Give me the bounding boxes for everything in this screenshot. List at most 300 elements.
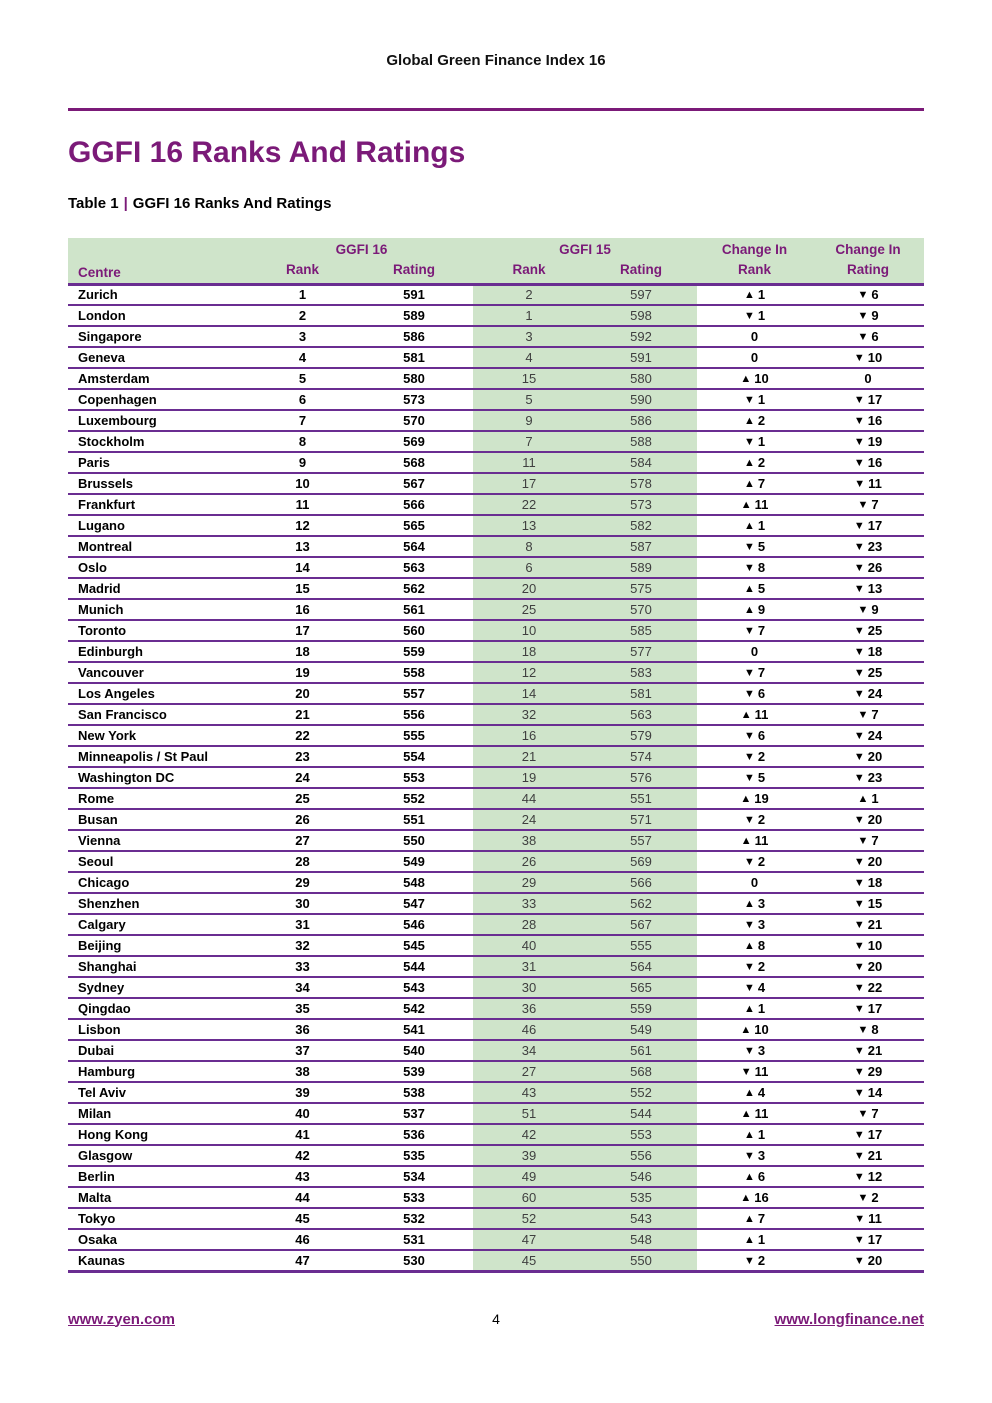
ggfi16-rating-cell: 562 <box>355 578 473 599</box>
ggfi16-rank-cell: 47 <box>250 1250 355 1271</box>
ggfi16-rating-cell: 540 <box>355 1040 473 1061</box>
table-row <box>68 620 924 641</box>
ggfi16-rating-cell: 573 <box>355 389 473 410</box>
ggfi16-rating-cell: 568 <box>355 452 473 473</box>
ggfi15-rank-cell: 60 <box>473 1187 585 1208</box>
down-triangle-icon: ▼ <box>853 730 865 742</box>
ggfi16-rank-cell: 35 <box>250 998 355 1019</box>
ggfi15-rank-cell: 13 <box>473 515 585 536</box>
ggfi15-rank-cell: 10 <box>473 620 585 641</box>
ggfi15-rating-cell: 578 <box>585 473 697 494</box>
ggfi16-rating-cell: 544 <box>355 956 473 977</box>
down-triangle-icon: ▼ <box>853 982 865 994</box>
longfinance-link[interactable]: www.longfinance.net <box>774 1310 924 1328</box>
ggfi16-rank-cell: 25 <box>250 788 355 809</box>
table-row <box>68 431 924 452</box>
table-row <box>68 746 924 767</box>
change-in-rating-cell: ▼ 9 <box>812 599 924 620</box>
change-in-rating-cell: ▼ 22 <box>812 977 924 998</box>
ggfi15-rank-cell: 11 <box>473 452 585 473</box>
ggfi15-rank-cell: 38 <box>473 830 585 851</box>
down-triangle-icon: ▼ <box>853 1150 865 1162</box>
table-row <box>68 494 924 515</box>
change-in-rating-cell: ▼ 12 <box>812 1166 924 1187</box>
ggfi16-rating-cell: 536 <box>355 1124 473 1145</box>
down-triangle-icon: ▼ <box>853 1129 865 1141</box>
ggfi15-rating-cell: 583 <box>585 662 697 683</box>
centre-cell: New York <box>68 725 250 746</box>
down-triangle-icon: ▼ <box>857 835 869 847</box>
table-row <box>68 998 924 1019</box>
ggfi16-rank-cell: 9 <box>250 452 355 473</box>
change-in-rank-cell: ▲ 11 <box>697 494 812 515</box>
ggfi16-rating-cell: 531 <box>355 1229 473 1250</box>
zyen-link[interactable]: www.zyen.com <box>68 1310 175 1328</box>
ggfi16-rating-cell: 558 <box>355 662 473 683</box>
centre-cell: Osaka <box>68 1229 250 1250</box>
centre-cell: Geneva <box>68 347 250 368</box>
table-caption <box>68 195 924 213</box>
change-in-rank-cell: ▲ 11 <box>697 1103 812 1124</box>
down-triangle-icon: ▼ <box>743 730 755 742</box>
change-in-rank-cell: ▼ 8 <box>697 557 812 578</box>
centre-cell: San Francisco <box>68 704 250 725</box>
down-triangle-icon: ▼ <box>853 541 865 553</box>
ggfi16-rank-cell: 22 <box>250 725 355 746</box>
ggfi16-rank-cell: 11 <box>250 494 355 515</box>
down-triangle-icon: ▼ <box>853 772 865 784</box>
centre-cell: Stockholm <box>68 431 250 452</box>
centre-cell: Milan <box>68 1103 250 1124</box>
ggfi15-rank-cell: 19 <box>473 767 585 788</box>
table-row <box>68 578 924 599</box>
down-triangle-icon: ▼ <box>743 1254 755 1267</box>
ggfi16-rating-cell: 541 <box>355 1019 473 1040</box>
ggfi15-rating-cell: 563 <box>585 704 697 725</box>
ggfi15-rank-cell: 43 <box>473 1082 585 1103</box>
table-row <box>68 893 924 914</box>
ggfi16-rating-cell: 546 <box>355 914 473 935</box>
table-row <box>68 326 924 347</box>
ggfi16-rating-cell: 539 <box>355 1061 473 1082</box>
change-in-rating-cell: ▼ 14 <box>812 1082 924 1103</box>
change-in-rating-cell: ▼ 20 <box>812 746 924 767</box>
ggfi15-rating-cell: 589 <box>585 557 697 578</box>
ggfi15-rank-cell: 12 <box>473 662 585 683</box>
ggfi15-rank-cell: 3 <box>473 326 585 347</box>
down-triangle-icon: ▼ <box>853 457 865 469</box>
change-in-rank-cell: ▼ 5 <box>697 536 812 557</box>
ggfi15-rating-cell: 576 <box>585 767 697 788</box>
down-triangle-icon: ▼ <box>853 562 865 574</box>
change-in-rank-cell: ▲ 3 <box>697 893 812 914</box>
ggfi16-rank-cell: 7 <box>250 410 355 431</box>
up-triangle-icon: ▲ <box>743 415 755 427</box>
table-row <box>68 1187 924 1208</box>
ggfi16-rating-cell: 570 <box>355 410 473 431</box>
ggfi15-rank-cell: 25 <box>473 599 585 620</box>
table-row <box>68 515 924 536</box>
header-rule <box>68 108 924 111</box>
change-in-rating-cell: ▼ 25 <box>812 620 924 641</box>
ggfi15-rating-cell: 564 <box>585 956 697 977</box>
table-row <box>68 683 924 704</box>
change-in-rating-cell: ▼ 17 <box>812 1229 924 1250</box>
down-triangle-icon: ▼ <box>853 436 865 448</box>
centre-cell: Shanghai <box>68 956 250 977</box>
ggfi15-rank-cell: 52 <box>473 1208 585 1229</box>
table-row <box>68 662 924 683</box>
ggfi15-rank-cell: 22 <box>473 494 585 515</box>
change-in-rank-cell: ▲ 2 <box>697 410 812 431</box>
change-in-rank-cell: ▲ 4 <box>697 1082 812 1103</box>
page-footer <box>68 1311 924 1328</box>
change-in-rating-cell: ▼ 8 <box>812 1019 924 1040</box>
column-group-ggfi15: GGFI 15 <box>473 238 697 260</box>
down-triangle-icon: ▼ <box>857 1108 869 1120</box>
ggfi15-rank-cell: 40 <box>473 935 585 956</box>
ggfi15-rating-cell: 573 <box>585 494 697 515</box>
centre-cell: Dubai <box>68 1040 250 1061</box>
ggfi16-rating-cell: 569 <box>355 431 473 452</box>
down-triangle-icon: ▼ <box>853 1066 865 1078</box>
ggfi15-rank-cell: 7 <box>473 431 585 452</box>
ggfi16-rank-cell: 23 <box>250 746 355 767</box>
change-in-rank-cell: 0 <box>697 641 812 662</box>
change-in-rating-cell: 0 <box>812 368 924 389</box>
ggfi16-rating-cell: 530 <box>355 1250 473 1271</box>
up-triangle-icon: ▲ <box>740 835 752 847</box>
down-triangle-icon: ▼ <box>743 562 755 574</box>
change-in-rank-cell: ▼ 2 <box>697 1250 812 1271</box>
ggfi15-rating-cell: 568 <box>585 1061 697 1082</box>
down-triangle-icon: ▼ <box>854 478 866 490</box>
change-in-rank-cell: ▼ 1 <box>697 389 812 410</box>
centre-cell: Munich <box>68 599 250 620</box>
centre-cell: Rome <box>68 788 250 809</box>
table-row <box>68 347 924 368</box>
table-row <box>68 914 924 935</box>
ggfi16-rating-cell: 534 <box>355 1166 473 1187</box>
down-triangle-icon: ▼ <box>853 961 865 973</box>
ggfi15-rank-cell: 2 <box>473 284 585 305</box>
down-triangle-icon: ▼ <box>857 310 869 322</box>
centre-cell: Calgary <box>68 914 250 935</box>
ggfi15-rating-cell: 591 <box>585 347 697 368</box>
change-in-rank-cell: ▲ 1 <box>697 1229 812 1250</box>
ggfi15-rank-cell: 28 <box>473 914 585 935</box>
centre-cell: Hamburg <box>68 1061 250 1082</box>
change-in-rating-cell: ▼ 19 <box>812 431 924 452</box>
ggfi15-rating-cell: 579 <box>585 725 697 746</box>
centre-cell: Minneapolis / St Paul <box>68 746 250 767</box>
up-triangle-icon: ▲ <box>743 289 755 302</box>
up-triangle-icon: ▲ <box>740 1108 752 1120</box>
change-in-rank-cell: ▲ 1 <box>697 284 812 305</box>
change-in-rank-cell: ▼ 4 <box>697 977 812 998</box>
down-triangle-icon: ▼ <box>853 814 865 826</box>
ggfi16-rank-cell: 36 <box>250 1019 355 1040</box>
ggfi16-rank-cell: 4 <box>250 347 355 368</box>
up-triangle-icon: ▲ <box>743 1213 755 1225</box>
change-in-rating-cell: ▼ 10 <box>812 935 924 956</box>
down-triangle-icon: ▼ <box>857 1192 869 1204</box>
ggfi16-rating-cell: 549 <box>355 851 473 872</box>
centre-cell: Tokyo <box>68 1208 250 1229</box>
down-triangle-icon: ▼ <box>853 625 865 637</box>
ggfi15-rank-cell: 24 <box>473 809 585 830</box>
ggfi15-rank-cell: 29 <box>473 872 585 893</box>
ggfi15-rating-cell: 586 <box>585 410 697 431</box>
table-row <box>68 389 924 410</box>
ggfi16-rating-cell: 564 <box>355 536 473 557</box>
change-in-rank-cell: ▼ 7 <box>697 620 812 641</box>
ggfi16-rank-cell: 2 <box>250 305 355 326</box>
change-in-rating-cell: ▼ 15 <box>812 893 924 914</box>
down-triangle-icon: ▼ <box>857 331 869 343</box>
down-triangle-icon: ▼ <box>743 667 755 679</box>
ggfi16-rank-cell: 28 <box>250 851 355 872</box>
down-triangle-icon: ▼ <box>857 604 869 616</box>
ggfi15-rating-cell: 559 <box>585 998 697 1019</box>
up-triangle-icon: ▲ <box>743 898 755 910</box>
change-in-rating-cell: ▼ 24 <box>812 683 924 704</box>
up-triangle-icon: ▲ <box>857 793 869 805</box>
change-in-rank-cell: 0 <box>697 347 812 368</box>
ggfi15-rank-cell: 27 <box>473 1061 585 1082</box>
ggfi15-rank-cell: 47 <box>473 1229 585 1250</box>
ggfi15-rank-cell: 18 <box>473 641 585 662</box>
ggfi15-rating-cell: 544 <box>585 1103 697 1124</box>
centre-cell: Singapore <box>68 326 250 347</box>
change-in-rank-cell: ▼ 3 <box>697 1040 812 1061</box>
down-triangle-icon: ▼ <box>743 394 755 406</box>
down-triangle-icon: ▼ <box>853 898 865 910</box>
ggfi16-rank-cell: 3 <box>250 326 355 347</box>
ggfi16-rank-cell: 38 <box>250 1061 355 1082</box>
up-triangle-icon: ▲ <box>740 499 752 511</box>
ggfi16-rank-cell: 6 <box>250 389 355 410</box>
down-triangle-icon: ▼ <box>853 877 865 889</box>
change-in-rating-cell: ▼ 9 <box>812 305 924 326</box>
ggfi16-rank-cell: 39 <box>250 1082 355 1103</box>
down-triangle-icon: ▼ <box>853 394 865 406</box>
ggfi16-rank-cell: 5 <box>250 368 355 389</box>
ggfi15-rating-cell: 543 <box>585 1208 697 1229</box>
table-row <box>68 368 924 389</box>
centre-cell: London <box>68 305 250 326</box>
ggfi15-rank-cell: 4 <box>473 347 585 368</box>
ggfi15-rating-cell: 566 <box>585 872 697 893</box>
page-number: 4 <box>492 1311 500 1327</box>
change-in-rating-cell: ▼ 11 <box>812 473 924 494</box>
up-triangle-icon: ▲ <box>743 583 755 595</box>
centre-cell: Copenhagen <box>68 389 250 410</box>
change-in-rating-cell: ▼ 7 <box>812 1103 924 1124</box>
change-in-rank-cell: ▲ 19 <box>697 788 812 809</box>
ggfi15-rank-cell: 16 <box>473 725 585 746</box>
ggfi15-rank-cell: 6 <box>473 557 585 578</box>
ggfi16-rating-cell: 553 <box>355 767 473 788</box>
change-in-rank-cell: ▼ 5 <box>697 767 812 788</box>
down-triangle-icon: ▼ <box>853 1254 865 1267</box>
table-row <box>68 1208 924 1229</box>
change-in-rating-cell: ▼ 10 <box>812 347 924 368</box>
change-in-rank-cell: ▲ 1 <box>697 515 812 536</box>
table-row <box>68 1229 924 1250</box>
centre-cell: Edinburgh <box>68 641 250 662</box>
up-triangle-icon: ▲ <box>743 1234 755 1246</box>
up-triangle-icon: ▲ <box>743 478 755 490</box>
change-in-rank-cell: ▲ 9 <box>697 599 812 620</box>
change-in-rating-cell: ▼ 20 <box>812 956 924 977</box>
ggfi16-rank-cell: 44 <box>250 1187 355 1208</box>
table-row <box>68 599 924 620</box>
centre-cell: Kaunas <box>68 1250 250 1271</box>
ggfi15-rating-cell: 575 <box>585 578 697 599</box>
ggfi15-rank-cell: 33 <box>473 893 585 914</box>
table-row <box>68 872 924 893</box>
centre-cell: Lugano <box>68 515 250 536</box>
table-caption-label: Table 1 <box>68 195 119 212</box>
change-in-rating-cell: ▼ 21 <box>812 1145 924 1166</box>
ggfi16-rank-cell: 41 <box>250 1124 355 1145</box>
ggfi15-rating-cell: 551 <box>585 788 697 809</box>
change-in-rating-cell: ▼ 25 <box>812 662 924 683</box>
change-in-rank-cell: ▲ 16 <box>697 1187 812 1208</box>
ggfi15-rating-cell: 548 <box>585 1229 697 1250</box>
running-header: Global Green Finance Index 16 <box>386 52 606 69</box>
ggfi15-rating-cell: 565 <box>585 977 697 998</box>
ggfi16-rating-cell: 554 <box>355 746 473 767</box>
ggfi15-rating-cell: 592 <box>585 326 697 347</box>
ggfi16-rating-cell: 552 <box>355 788 473 809</box>
ggfi15-rating-cell: 546 <box>585 1166 697 1187</box>
ggfi15-rank-cell: 45 <box>473 1250 585 1271</box>
centre-cell: Paris <box>68 452 250 473</box>
down-triangle-icon: ▼ <box>743 772 755 784</box>
change-in-rank-cell: ▼ 7 <box>697 662 812 683</box>
ggfi16-rank-cell: 31 <box>250 914 355 935</box>
ggfi16-rating-cell: 561 <box>355 599 473 620</box>
ggfi16-rating-cell: 559 <box>355 641 473 662</box>
down-triangle-icon: ▼ <box>743 541 755 553</box>
down-triangle-icon: ▼ <box>853 688 865 700</box>
centre-cell: Beijing <box>68 935 250 956</box>
up-triangle-icon: ▲ <box>743 604 755 616</box>
change-in-rank-cell: ▲ 1 <box>697 998 812 1019</box>
centre-cell: Chicago <box>68 872 250 893</box>
centre-cell: Oslo <box>68 557 250 578</box>
ggfi16-rating-cell: 580 <box>355 368 473 389</box>
centre-cell: Busan <box>68 809 250 830</box>
column-header-g16-rank: Rank <box>250 260 355 284</box>
ggfi16-rank-cell: 27 <box>250 830 355 851</box>
down-triangle-icon: ▼ <box>853 1003 865 1015</box>
ggfi16-rating-cell: 566 <box>355 494 473 515</box>
ggfi15-rating-cell: 588 <box>585 431 697 452</box>
change-in-rank-cell: ▲ 7 <box>697 473 812 494</box>
change-in-rank-cell: ▲ 11 <box>697 830 812 851</box>
table-row <box>68 704 924 725</box>
ggfi15-rank-cell: 31 <box>473 956 585 977</box>
down-triangle-icon: ▼ <box>853 1045 865 1057</box>
ggfi16-rank-cell: 20 <box>250 683 355 704</box>
centre-cell: Qingdao <box>68 998 250 1019</box>
change-in-rank-cell: ▼ 2 <box>697 851 812 872</box>
up-triangle-icon: ▲ <box>743 1003 755 1015</box>
table-row <box>68 536 924 557</box>
change-in-rank-cell: ▲ 7 <box>697 1208 812 1229</box>
ggfi16-rating-cell: 560 <box>355 620 473 641</box>
change-in-rating-cell: ▼ 7 <box>812 830 924 851</box>
ggfi15-rating-cell: 552 <box>585 1082 697 1103</box>
ggfi16-rank-cell: 30 <box>250 893 355 914</box>
ggfi15-rank-cell: 8 <box>473 536 585 557</box>
ggfi16-rating-cell: 533 <box>355 1187 473 1208</box>
table-row <box>68 305 924 326</box>
change-in-rating-cell: ▼ 29 <box>812 1061 924 1082</box>
ggfi16-rank-cell: 15 <box>250 578 355 599</box>
down-triangle-icon: ▼ <box>853 1171 865 1183</box>
up-triangle-icon: ▲ <box>743 457 755 469</box>
change-in-rank-cell: ▲ 5 <box>697 578 812 599</box>
table-row <box>68 1145 924 1166</box>
table-row <box>68 977 924 998</box>
centre-cell: Sydney <box>68 977 250 998</box>
down-triangle-icon: ▼ <box>743 625 755 637</box>
change-in-rating-cell: ▼ 26 <box>812 557 924 578</box>
down-triangle-icon: ▼ <box>853 856 865 868</box>
ggfi15-rank-cell: 20 <box>473 578 585 599</box>
ggfi16-rating-cell: 550 <box>355 830 473 851</box>
table-row <box>68 473 924 494</box>
column-header-change-in-rank-bottom: Rank <box>697 260 812 284</box>
down-triangle-icon: ▼ <box>743 1045 755 1057</box>
ggfi15-rank-cell: 44 <box>473 788 585 809</box>
ggfi15-rating-cell: 571 <box>585 809 697 830</box>
change-in-rating-cell: ▼ 21 <box>812 1040 924 1061</box>
table-row <box>68 1040 924 1061</box>
centre-cell: Amsterdam <box>68 368 250 389</box>
ggfi15-rank-cell: 46 <box>473 1019 585 1040</box>
ggfi16-rating-cell: 542 <box>355 998 473 1019</box>
ggfi15-rating-cell: 570 <box>585 599 697 620</box>
ggfi15-rating-cell: 567 <box>585 914 697 935</box>
ggfi15-rank-cell: 42 <box>473 1124 585 1145</box>
table-row <box>68 725 924 746</box>
change-in-rating-cell: ▼ 20 <box>812 809 924 830</box>
ggfi15-rating-cell: 557 <box>585 830 697 851</box>
table-row <box>68 1166 924 1187</box>
down-triangle-icon: ▼ <box>853 1087 865 1099</box>
ggfi16-rank-cell: 43 <box>250 1166 355 1187</box>
centre-cell: Toronto <box>68 620 250 641</box>
ggfi16-rank-cell: 14 <box>250 557 355 578</box>
down-triangle-icon: ▼ <box>857 709 869 721</box>
ggfi15-rank-cell: 14 <box>473 683 585 704</box>
ggfi15-rank-cell: 26 <box>473 851 585 872</box>
centre-cell: Zurich <box>68 284 250 305</box>
up-triangle-icon: ▲ <box>740 1024 752 1036</box>
table-row <box>68 851 924 872</box>
down-triangle-icon: ▼ <box>743 919 755 931</box>
ggfi15-rating-cell: 553 <box>585 1124 697 1145</box>
table-row <box>68 284 924 305</box>
column-header-change-in-rank-top: Change In <box>697 238 812 260</box>
change-in-rank-cell: ▲ 6 <box>697 1166 812 1187</box>
ggfi15-rank-cell: 17 <box>473 473 585 494</box>
